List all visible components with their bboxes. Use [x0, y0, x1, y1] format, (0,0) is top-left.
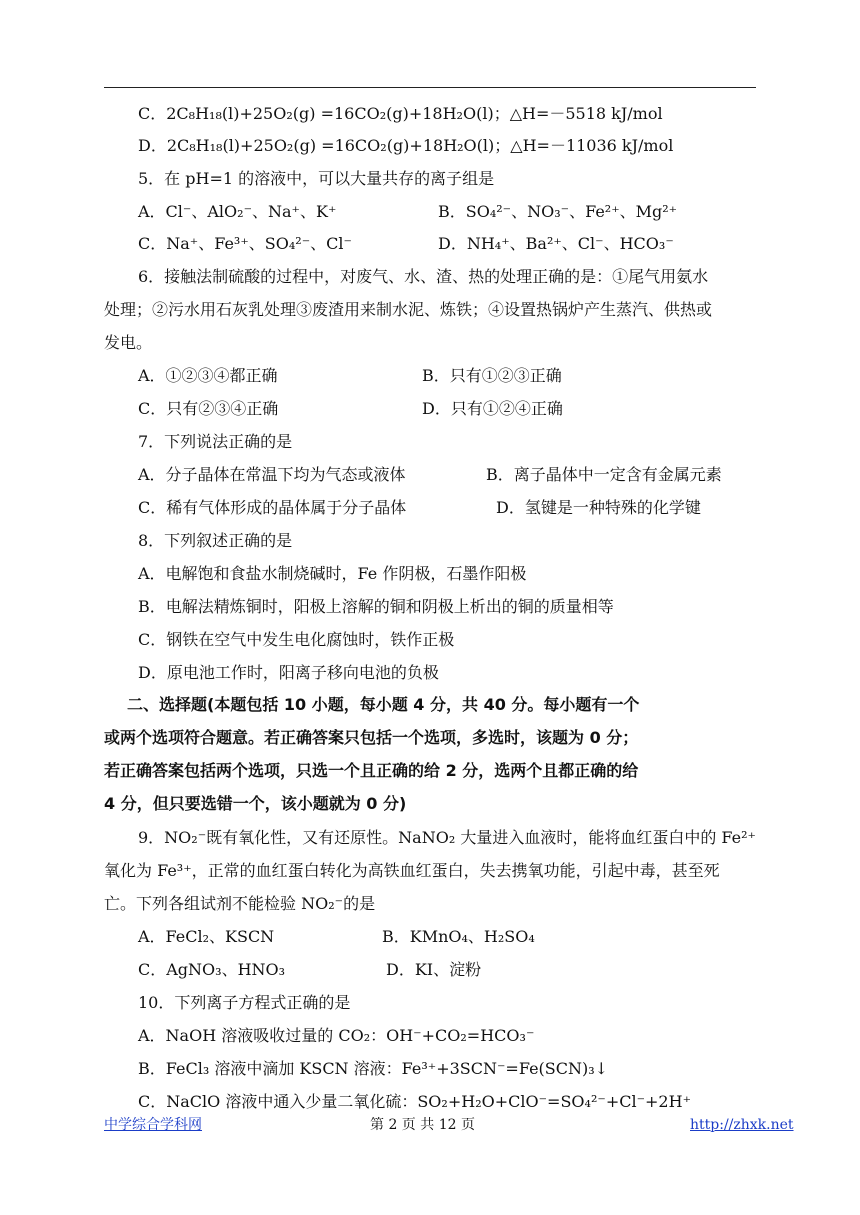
footer-site-link[interactable]: 中学综合学科网 [104, 1117, 202, 1133]
question-10: 10．下列离子方程式正确的是 [138, 993, 351, 1012]
option-4d: D．2C₈H₁₈(l)+25O₂(g) =16CO₂(g)+18H₂O(l)；△H=－11036 kJ/mol [138, 136, 674, 155]
option-10b: B．FeCl₃ 溶液中滴加 KSCN 溶液：Fe³⁺+3SCN⁻=Fe(SCN)₃↓ [138, 1059, 609, 1078]
option-5d: D．NH₄⁺、Ba²⁺、Cl⁻、HCO₃⁻ [438, 234, 674, 253]
option-10a: A．NaOH 溶液吸收过量的 CO₂：OH⁻+CO₂=HCO₃⁻ [138, 1026, 535, 1045]
header-rule [104, 87, 756, 88]
question-6-line-1: 6．接触法制硫酸的过程中，对废气、水、渣、热的处理正确的是：①尾气用氨水 [138, 267, 709, 286]
option-6b: B．只有①②③正确 [422, 366, 562, 385]
question-8: 8．下列叙述正确的是 [138, 531, 293, 550]
option-8a: A．电解饱和食盐水制烧碱时，Fe 作阴极，石墨作阳极 [138, 564, 527, 583]
option-9c: C．AgNO₃、HNO₃ [138, 960, 286, 979]
option-7a: A．分子晶体在常温下均为气态或液体 [138, 465, 406, 484]
footer-url-link[interactable]: http://zhxk.net [690, 1117, 794, 1133]
option-8b: B．电解法精炼铜时，阳极上溶解的铜和阴极上析出的铜的质量相等 [138, 597, 614, 616]
option-7d: D．氢键是一种特殊的化学键 [496, 498, 701, 517]
footer-page-number: 第 2 页 共 12 页 [370, 1117, 475, 1133]
section-2-heading-1: 二、选择题(本题包括 10 小题，每小题 4 分，共 40 分。每小题有一个 [127, 695, 640, 714]
option-7c: C．稀有气体形成的晶体属于分子晶体 [138, 498, 407, 517]
option-9d: D．KI、淀粉 [386, 960, 482, 979]
question-5: 5．在 pH=1 的溶液中，可以大量共存的离子组是 [138, 169, 495, 188]
option-9b: B．KMnO₄、H₂SO₄ [382, 927, 535, 946]
question-7: 7．下列说法正确的是 [138, 432, 293, 451]
section-2-heading-4: 4 分，但只要选错一个，该小题就为 0 分) [104, 794, 407, 813]
option-6a: A．①②③④都正确 [138, 366, 278, 385]
question-9-line-2: 氧化为 Fe³⁺，正常的血红蛋白转化为高铁血红蛋白，失去携氧功能，引起中毒，甚至死 [104, 861, 720, 880]
option-5a: A．Cl⁻、AlO₂⁻、Na⁺、K⁺ [138, 202, 337, 221]
option-6c: C．只有②③④正确 [138, 399, 279, 418]
section-2-heading-2: 或两个选项符合题意。若正确答案只包括一个选项，多选时，该题为 0 分； [104, 728, 639, 747]
question-9-line-3: 亡。下列各组试剂不能检验 NO₂⁻的是 [104, 894, 376, 913]
option-10c: C．NaClO 溶液中通入少量二氧化硫：SO₂+H₂O+ClO⁻=SO₄²⁻+Cl⁻+2H⁺ [138, 1092, 692, 1111]
section-2-heading-3: 若正确答案包括两个选项，只选一个且正确的给 2 分，选两个且都正确的给 [104, 761, 639, 780]
option-5b: B．SO₄²⁻、NO₃⁻、Fe²⁺、Mg²⁺ [438, 202, 678, 221]
option-8d: D．原电池工作时，阳离子移向电池的负极 [138, 663, 439, 682]
option-4c: C．2C₈H₁₈(l)+25O₂(g) =16CO₂(g)+18H₂O(l)；△H=－5518 kJ/mol [138, 104, 663, 123]
option-8c: C．钢铁在空气中发生电化腐蚀时，铁作正极 [138, 630, 455, 649]
option-5c: C．Na⁺、Fe³⁺、SO₄²⁻、Cl⁻ [138, 234, 352, 253]
option-7b: B．离子晶体中一定含有金属元素 [486, 465, 722, 484]
question-9-line-1: 9．NO₂⁻既有氧化性，又有还原性。NaNO₂ 大量进入血液时，能将血红蛋白中的 Fe²⁺ [138, 828, 756, 847]
option-9a: A．FeCl₂、KSCN [138, 927, 275, 946]
option-6d: D．只有①②④正确 [422, 399, 563, 418]
question-6-line-2: 处理；②污水用石灰乳处理③废渣用来制水泥、炼铁；④设置热锅炉产生蒸汽、供热或 [104, 300, 713, 319]
question-6-line-3: 发电。 [104, 333, 153, 352]
